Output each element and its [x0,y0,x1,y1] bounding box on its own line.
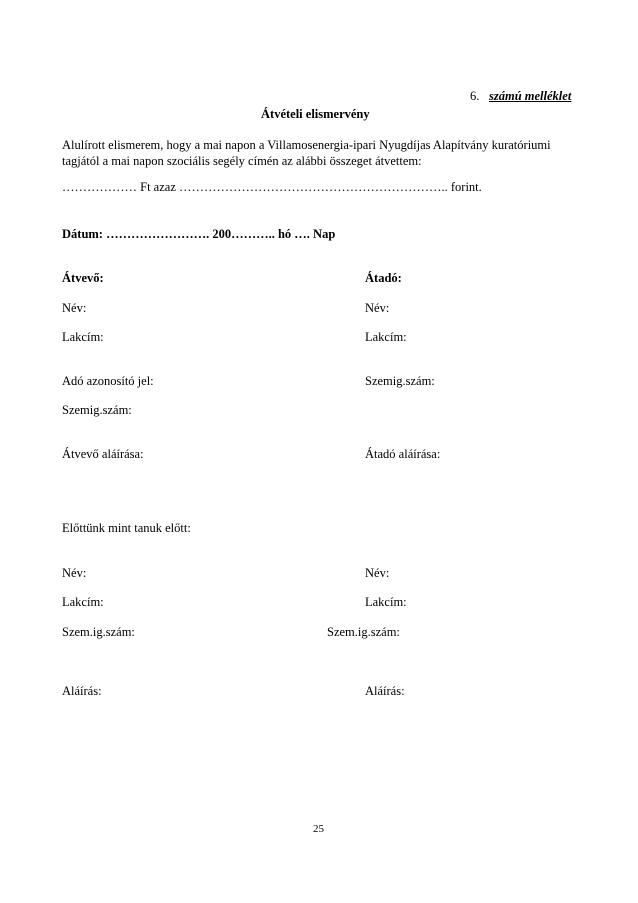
body-line-1: Alulírott elismerem, hogy a mai napon a Villamosenergia-ipari Nyugdíjas Alapítvány kuratóriumi [62,138,551,152]
giver-address-label: Lakcím: [365,330,407,344]
annex-number: 6. [470,89,480,103]
witness-left-name-label: Név: [62,566,87,580]
receiver-id-card-label: Szemig.szám: [62,403,132,417]
witness-right-id-card-label: Szem.ig.szám: [327,625,400,639]
giver-id-card-label: Szemig.szám: [365,374,435,388]
giver-heading: Átadó: [365,271,402,285]
witness-left-id-card-label: Szem.ig.szám: [62,625,135,639]
document-title: Átvételi elismervény [261,107,370,121]
amount-line: ……………… Ft azaz ……………………………………………………….. forint. [62,180,482,194]
witness-left-address-label: Lakcím: [62,595,104,609]
page-number: 25 [313,823,324,835]
witness-left-signature-label: Aláírás: [62,684,102,698]
witness-right-address-label: Lakcím: [365,595,407,609]
giver-name-label: Név: [365,301,390,315]
body-line-2: tagjától a mai napon szociális segély címén az alábbi összeget átvettem: [62,154,422,168]
witnesses-heading: Előttünk mint tanuk előtt: [62,521,191,535]
receiver-signature-label: Átvevő aláírása: [62,447,144,461]
annex-label: számú melléklet [489,89,572,103]
receiver-tax-id-label: Adó azonosító jel: [62,374,154,388]
receiver-name-label: Név: [62,301,87,315]
receiver-address-label: Lakcím: [62,330,104,344]
date-line: Dátum: ……………………. 200……….. hó …. Nap [62,227,336,241]
receiver-heading: Átvevő: [62,271,104,285]
giver-signature-label: Átadó aláírása: [365,447,441,461]
witness-right-signature-label: Aláírás: [365,684,405,698]
witness-right-name-label: Név: [365,566,390,580]
